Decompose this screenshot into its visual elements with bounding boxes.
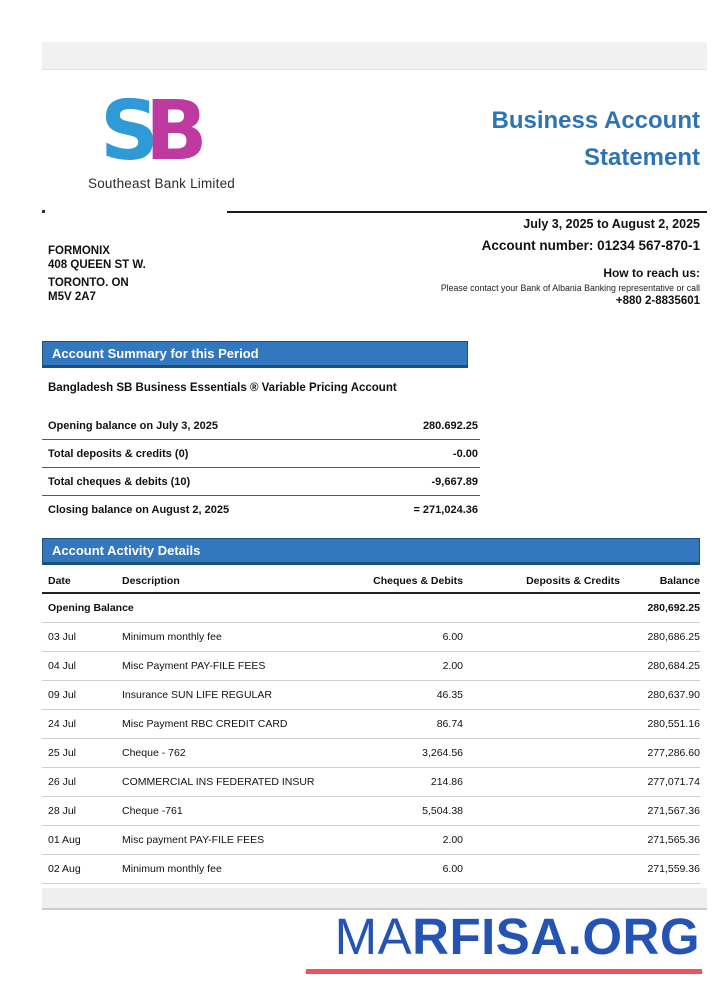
column-header-debits: Cheques & Debits: [373, 575, 463, 587]
cell-debit: 6.00: [442, 631, 463, 643]
cell-debit: 46.35: [436, 689, 463, 701]
opening-balance-value: 280,692.25: [647, 602, 700, 614]
opening-balance-label: Opening Balance: [48, 602, 134, 614]
cell-balance: 280,684.25: [647, 660, 700, 672]
page-title-line2: Statement: [583, 144, 700, 171]
cell-date: 03 Jul: [48, 631, 77, 643]
cell-debit: 5,504.38: [422, 805, 463, 817]
cell-balance: 280,686.25: [647, 631, 700, 643]
watermark-underline: [306, 969, 702, 974]
cell-debit: 6.00: [442, 863, 463, 875]
page-title: [300, 102, 700, 176]
cell-debit: 2.00: [442, 834, 463, 846]
reach-us-heading: How to reach us:: [603, 266, 700, 280]
cell-date: 25 Jul: [48, 747, 77, 759]
cell-debit: 3,264.56: [422, 747, 463, 759]
cell-balance: 271,565.36: [647, 834, 700, 846]
cell-description: Cheque -761: [122, 805, 183, 817]
activity-table: [42, 570, 700, 884]
activity-section-header: Account Activity Details: [42, 538, 700, 565]
table-row: [42, 768, 700, 797]
summary-row: [42, 440, 480, 468]
bank-logo-mark: [88, 84, 308, 179]
summary-label: Total deposits & credits (0): [48, 447, 189, 460]
watermark-logo: [335, 908, 700, 966]
table-row: [42, 710, 700, 739]
bank-name: Southeast Bank Limited: [88, 176, 235, 191]
summary-row: [42, 496, 480, 524]
table-row: [42, 623, 700, 652]
summary-value: -9,667.89: [431, 475, 478, 488]
table-row: [42, 739, 700, 768]
summary-table: [42, 412, 480, 524]
cell-date: 04 Jul: [48, 660, 77, 672]
cell-description: Misc Payment RBC CREDIT CARD: [122, 718, 288, 730]
table-row: [42, 826, 700, 855]
cell-balance: 271,567.36: [647, 805, 700, 817]
summary-value: -0.00: [452, 447, 478, 460]
summary-label: Closing balance on August 2, 2025: [48, 504, 230, 516]
watermark-part3: .ORG: [567, 908, 700, 965]
statement-meta: [280, 217, 700, 307]
logo-letter-b: B: [145, 84, 208, 179]
summary-label: Total cheques & debits (10): [48, 475, 191, 488]
summary-row: [42, 468, 480, 496]
table-row: [42, 681, 700, 710]
column-header-description: Description: [122, 575, 180, 587]
cell-balance: 271,559.36: [647, 863, 700, 875]
cell-description: Minimum monthly fee: [122, 631, 222, 643]
reach-us-phone: +880 2-8835601: [615, 295, 700, 307]
cell-debit: 214.86: [430, 776, 463, 788]
bottom-scan-band: [42, 888, 707, 910]
cell-description: Cheque - 762: [122, 747, 186, 759]
summary-value: 280.692.25: [422, 419, 478, 432]
cell-balance: 280,551.16: [647, 718, 700, 730]
customer-address-line1: 408 QUEEN ST W.: [48, 259, 146, 271]
top-scan-band: [42, 42, 707, 70]
watermark-part1: MA: [334, 908, 413, 965]
cell-date: 28 Jul: [48, 805, 77, 817]
cell-date: 02 Aug: [48, 863, 81, 875]
table-row: [42, 797, 700, 826]
activity-table-header: [42, 570, 700, 594]
account-type-label: Bangladesh SB Business Essentials ® Variable Pricing Account: [48, 382, 397, 394]
column-header-date: Date: [48, 575, 71, 587]
cell-balance: 280,637.90: [647, 689, 700, 701]
customer-name: FORMONIX: [48, 245, 110, 257]
customer-address-line2: TORONTO. ON: [48, 277, 129, 289]
column-header-credits: Deposits & Credits: [526, 575, 620, 587]
table-row: [42, 652, 700, 681]
customer-address: [48, 244, 146, 304]
cell-description: Insurance SUN LIFE REGULAR: [122, 689, 272, 701]
cell-debit: 2.00: [442, 660, 463, 672]
cell-debit: 86.74: [436, 718, 463, 730]
watermark-part2: RFISA: [412, 908, 568, 965]
cell-description: Misc payment PAY-FILE FEES: [122, 834, 265, 846]
column-header-balance: Balance: [659, 575, 700, 587]
table-row: [42, 855, 700, 884]
statement-period: July 3, 2025 to August 2, 2025: [523, 217, 700, 231]
cell-date: 01 Aug: [48, 834, 81, 846]
summary-label: Opening balance on July 3, 2025: [48, 419, 218, 432]
cell-description: COMMERCIAL INS FEDERATED INSUR: [122, 776, 315, 788]
cell-description: Misc Payment PAY-FILE FEES: [122, 660, 266, 672]
summary-value: = 271,024.36: [413, 504, 478, 516]
cell-balance: 277,286.60: [647, 747, 700, 759]
cell-date: 09 Jul: [48, 689, 77, 701]
summary-row: [42, 412, 480, 440]
logo-letter-s: S: [100, 84, 160, 179]
account-number: Account number: 01234 567-870-1: [481, 238, 700, 253]
cell-description: Minimum monthly fee: [122, 863, 222, 875]
cell-date: 24 Jul: [48, 718, 77, 730]
header-divider-line: [227, 211, 707, 213]
summary-section-header: Account Summary for this Period: [42, 341, 468, 368]
bank-logo: [88, 84, 308, 191]
header-divider-dot: [42, 210, 45, 213]
cell-date: 26 Jul: [48, 776, 77, 788]
page-title-line1: Business Account: [491, 107, 700, 134]
customer-address-line3: M5V 2A7: [48, 291, 96, 303]
cell-balance: 277,071.74: [647, 776, 700, 788]
reach-us-text: Please contact your Bank of Albania Banking representative or call: [440, 283, 700, 293]
table-row-opening-balance: [42, 594, 700, 623]
